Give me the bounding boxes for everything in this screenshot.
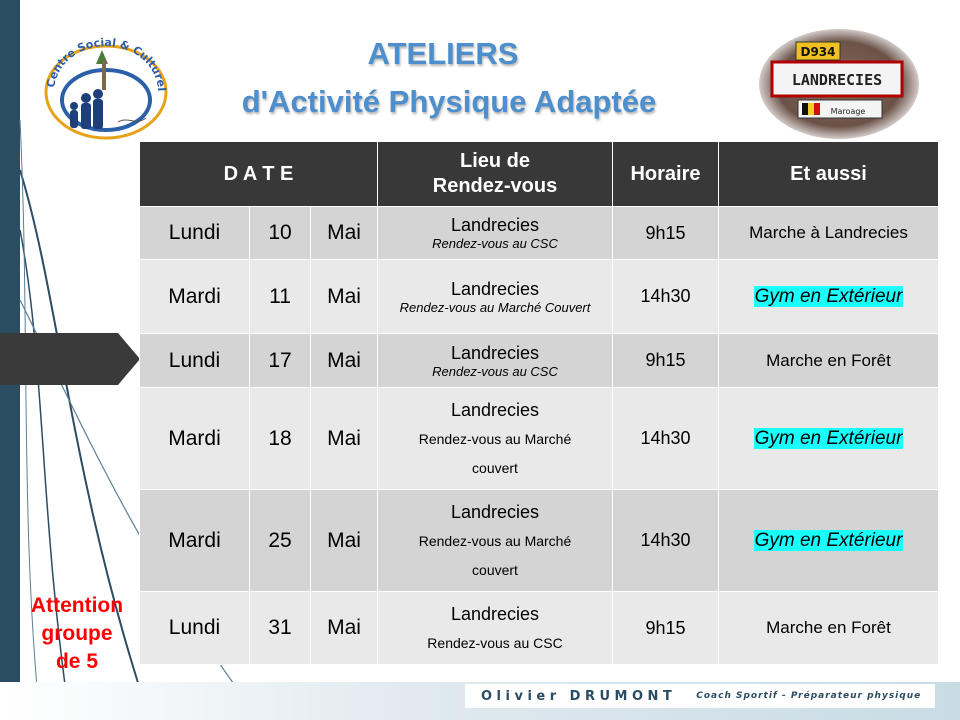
cell-day: Lundi	[140, 334, 250, 388]
cell-lieu	[378, 592, 613, 665]
cell-date-number: 31	[250, 592, 311, 665]
highlighted-activity: Gym en Extérieur	[754, 529, 903, 551]
town-sign-text: LANDRECIES	[791, 71, 883, 89]
csc-logo	[36, 30, 176, 142]
table-row	[140, 207, 939, 260]
header-horaire: Horaire	[613, 142, 719, 207]
town-sign-photo	[758, 28, 920, 140]
sub-sign-text: Maroage	[830, 107, 866, 116]
warning-line: groupe	[41, 622, 113, 645]
footer-name: Olivier DRUMONT	[481, 688, 677, 704]
cell-horaire: 14h30	[613, 388, 719, 490]
cell-lieu-town: Landrecies	[450, 399, 540, 420]
table-row	[140, 334, 939, 388]
footer-role: Coach Sportif - Préparateur physique	[696, 691, 922, 701]
csc-logo-text: Centre Social & Culturel	[44, 35, 169, 92]
cell-lieu	[378, 388, 613, 490]
cell-lieu-rdv: Rendez-vous au CSC	[427, 634, 563, 651]
cell-lieu-town: Landrecies	[450, 342, 540, 363]
table-row	[140, 260, 939, 334]
table-row	[140, 490, 939, 592]
header-aussi: Et aussi	[719, 142, 939, 207]
cell-lieu	[378, 334, 613, 388]
cell-month: Mai	[311, 592, 378, 665]
cell-horaire: 14h30	[613, 260, 719, 334]
title-line-1: ATELIERS	[367, 36, 519, 71]
cell-horaire: 14h30	[613, 490, 719, 592]
cell-aussi: Marche en Forêt	[719, 334, 939, 388]
cell-day: Lundi	[140, 207, 250, 260]
cell-lieu-town: Landrecies	[450, 215, 540, 235]
arrow-tip	[118, 333, 140, 385]
table-row	[140, 592, 939, 665]
cell-aussi: Marche à Landrecies	[719, 207, 939, 260]
table-header-row	[140, 142, 939, 207]
cell-date-number: 10	[250, 207, 311, 260]
cell-lieu-rdv: Rendez-vous au CSC	[432, 363, 558, 379]
cell-date-number: 11	[250, 260, 311, 334]
cell-month: Mai	[311, 260, 378, 334]
cell-day: Lundi	[140, 592, 250, 665]
warning-line: de 5	[55, 650, 99, 673]
cell-lieu-rdv: Rendez-vous au Marché Couvert	[399, 299, 591, 315]
cell-lieu	[378, 207, 613, 260]
cell-day: Mardi	[140, 490, 250, 592]
cell-month: Mai	[311, 388, 378, 490]
header-date: D A T E	[140, 142, 378, 207]
cell-lieu-rdv: Rendez-vous au Marché couvert	[418, 532, 572, 578]
cell-aussi: Marche en Forêt	[719, 592, 939, 665]
warning-line: Attention	[30, 594, 124, 617]
cell-lieu-rdv: Rendez-vous au Marché couvert	[418, 430, 572, 476]
cell-day: Mardi	[140, 388, 250, 490]
table-row	[140, 388, 939, 490]
cell-day: Mardi	[140, 260, 250, 334]
cell-month: Mai	[311, 334, 378, 388]
cell-lieu-town: Landrecies	[450, 501, 540, 522]
cell-lieu	[378, 260, 613, 334]
cell-horaire: 9h15	[613, 207, 719, 260]
header-lieu	[378, 142, 613, 207]
footer	[465, 684, 935, 708]
cell-lieu	[378, 490, 613, 592]
cell-lieu-town: Landrecies	[450, 278, 540, 299]
cell-date-number: 18	[250, 388, 311, 490]
highlighted-activity: Gym en Extérieur	[754, 285, 903, 307]
header-lieu-text: Lieu de Rendez-vous	[432, 150, 558, 197]
cell-lieu-town: Landrecies	[450, 603, 540, 624]
cell-month: Mai	[311, 490, 378, 592]
arrow-tab	[0, 333, 118, 385]
cell-aussi	[719, 490, 939, 592]
cell-date-number: 25	[250, 490, 311, 592]
cell-aussi	[719, 260, 939, 334]
cell-horaire: 9h15	[613, 334, 719, 388]
title-line-2: d'Activité Physique Adaptée	[241, 84, 657, 119]
cell-horaire: 9h15	[613, 592, 719, 665]
cell-month: Mai	[311, 207, 378, 260]
cell-lieu-rdv: Rendez-vous au CSC	[432, 236, 558, 251]
cell-date-number: 17	[250, 334, 311, 388]
schedule-table	[139, 141, 939, 665]
cell-aussi	[719, 388, 939, 490]
highlighted-activity: Gym en Extérieur	[754, 427, 903, 449]
road-number-text: D934	[800, 45, 836, 59]
